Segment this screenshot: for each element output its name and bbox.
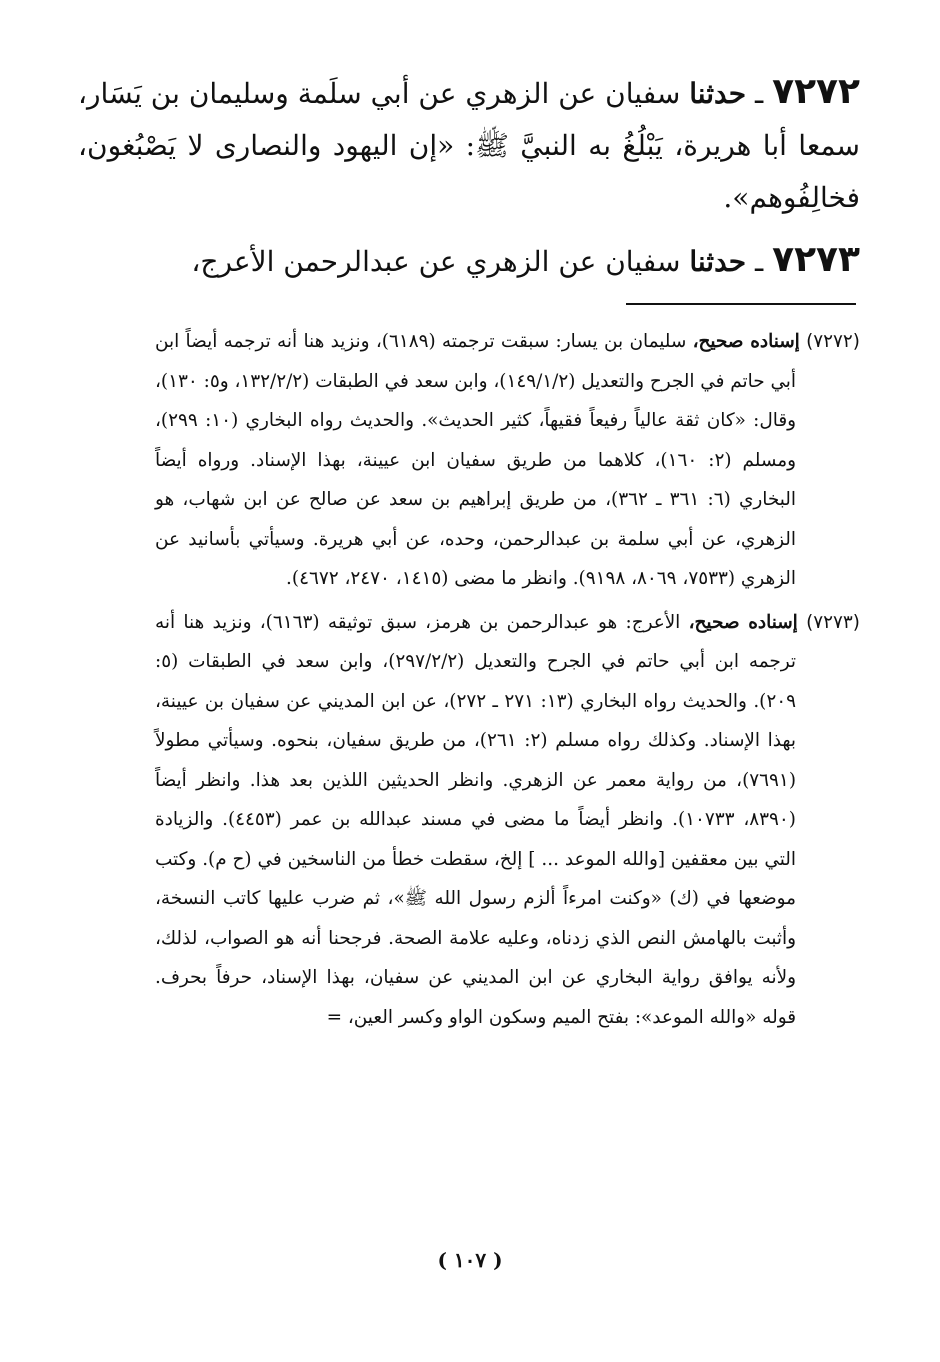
main-text [78,66,860,298]
hadith-number: ٧٢٧٢ [772,71,860,112]
footnote-ref: (٧٢٧٢) [806,331,860,352]
page-number: ( ١٠٧ ) [437,1248,503,1272]
footnote-7273 [155,603,860,1038]
footnote-text: الأعرج: هو عبدالرحمن بن هرمز، سبق توثيقه (٦١٦٣)، ونزيد هنا أنه ترجمه ابن أبي حاتم في الجرح والتعديل (٢٩٧/٢/٢)، وابن سعد في الطبقات (٥: ٢٠٩). والحديث رواه البخاري (١٣: ٢٧١ ـ ٢٧٢)، عن ابن المديني عن سفيان بن عيينة، بهذا الإسناد. وكذلك رواه مسلم (٢: ٢٦١)، من طريق سفيان، بنحوه. وسيأتي مطولاً (٧٦٩١)، من رواية معمر عن الزهري. وانظر الحديثين اللذين بعد هذا. وانظر أيضاً (٨٣٩٠، ١٠٧٣٣). وانظر أيضاً ما مضى في مسند عبدالله بن عمر (٤٤٥٣). والزيادة التي بين معقفين [والله الموعد ... ] إلخ، سقطت خطأ من الناسخين في (ح م). وكتب موضعها في (ك) «وكنت امرءاً ألزم رسول الله ﷺ»، ثم ضرب عليها كاتب النسخة، وأثبت بالهامش النص الذي زدناه، وعليه علامة الصحة. فرجحنا أنه هو الصواب، لذلك، ولأنه يوافق رواية البخاري عن ابن المديني عن سفيان، بهذا الإسناد، حرفاً بحرف. قوله «والله الموعد»: بفتح الميم وسكون الواو وكسر العين، = [155,611,797,1028]
hadith-text: سفيان عن الزهري عن أبي سلَمة وسليمان بن يَسَار، سمعا أبا هريرة، يَبْلُغُ به النبيَّ ﷺ: «إن اليهود والنصارى لا يَصْبُغون، فخالِفُوهم». [78,77,860,214]
hadith-7272 [78,66,860,224]
footnote-separator-rule [626,303,856,305]
footnote-ref: (٧٢٧٣) [806,611,860,633]
hadith-text: سفيان عن الزهري عن عبدالرحمن الأعرج، [191,245,690,278]
footnote-lead: إسناده صحيح، [692,331,800,352]
hadith-lead: حدثنا [689,77,747,110]
hadith-7273 [78,234,860,288]
footnotes [155,322,860,1041]
hadith-separator: ـ [746,77,773,110]
hadith-number: ٧٢٧٣ [772,239,860,280]
footnote-text: سليمان بن يسار: سبقت ترجمته (٦١٨٩)، ونزيد هنا أنه ترجمه أيضاً ابن أبي حاتم في الجرح والتعديل (١٤٩/١/٢)، وابن سعد في الطبقات (١٣٢/٢/٢، و٥: ١٣٠)، وقال: «كان ثقة عالياً رفيعاً فقيهاً، كثير الحديث». والحديث رواه البخاري (١٠: ٢٩٩)، ومسلم (٢: ١٦٠)، كلاهما من طريق سفيان ابن عيينة، بهذا الإسناد. ورواه أيضاً البخاري (٦: ٣٦١ ـ ٣٦٢)، من طريق إبراهيم بن سعد عن صالح عن ابن شهاب، هو الزهري، عن أبي سلمة بن عبدالرحمن، وحده، عن أبي هريرة. وسيأتي بأسانيد عن الزهري (٧٥٣٣، ٨٠٦٩، ٩١٩٨). وانظر ما مضى (١٤١٥، ٢٤٧٠، ٤٦٧٢). [155,331,797,589]
hadith-separator: ـ [746,245,773,278]
footnote-lead: إسناده صحيح، [688,611,798,633]
footnote-7272 [155,322,860,599]
hadith-lead: حدثنا [689,245,747,278]
